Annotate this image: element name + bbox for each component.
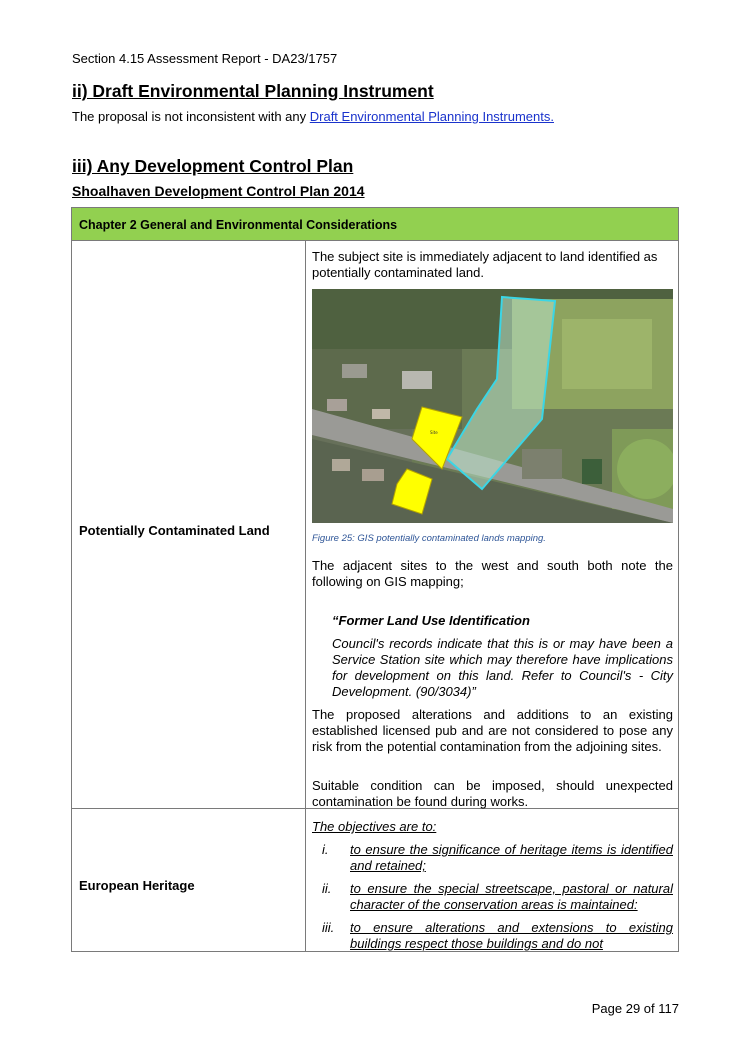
row-label-european-heritage: European Heritage bbox=[79, 878, 195, 893]
objective-text: to ensure the significance of heritage items is identified and retained; bbox=[350, 842, 673, 873]
draft-epi-paragraph bbox=[72, 109, 554, 124]
objectives-title: The objectives are to: bbox=[312, 819, 437, 834]
gis-map-image bbox=[312, 289, 673, 523]
objective-number: iii. bbox=[322, 920, 335, 935]
dcp-table bbox=[71, 207, 679, 952]
contaminated-paragraph-2: The proposed alterations and additions to an existing established licensed pub and are not considered to pose any risk from the potential contamination from the adjoining sites. bbox=[312, 707, 673, 754]
draft-epi-text: The proposal is not inconsistent with any bbox=[72, 109, 310, 124]
draft-epi-link[interactable]: Draft Environmental Planning Instruments. bbox=[309, 109, 554, 124]
objective-number: i. bbox=[322, 842, 329, 857]
objective-number: ii. bbox=[322, 881, 332, 896]
quote-heading: “Former Land Use Identification bbox=[332, 613, 530, 628]
contaminated-paragraph-3: Suitable condition can be imposed, should unexpected contamination be found during works. bbox=[312, 778, 673, 809]
quote-body: Council's records indicate that this is or may have been a Service Station site which may therefore have implications for development on this land. Refer to Council's - City Development. (90/3034)” bbox=[332, 636, 673, 699]
objective-text: to ensure alterations and extensions to existing buildings respect those buildings and do not bbox=[350, 920, 673, 951]
heading-dcp: iii) Any Development Control Plan bbox=[72, 156, 354, 176]
figure-caption: Figure 25: GIS potentially contaminated lands mapping. bbox=[312, 533, 546, 544]
objective-text: to ensure the special streetscape, pastoral or natural character of the conservation areas is maintained: bbox=[350, 881, 673, 912]
contaminated-intro: The subject site is immediately adjacent to land identified as potentially contaminated land. bbox=[312, 249, 658, 280]
column-divider bbox=[305, 241, 306, 952]
report-header: Section 4.15 Assessment Report - DA23/1757 bbox=[72, 51, 338, 66]
subheading-shoalhaven-dcp: Shoalhaven Development Control Plan 2014 bbox=[72, 183, 365, 199]
svg-text:Site: Site bbox=[430, 430, 438, 435]
table-header-row bbox=[72, 208, 678, 241]
page-number: Page 29 of 117 bbox=[591, 1001, 679, 1016]
contaminated-paragraph-1: The adjacent sites to the west and south both note the following on GIS mapping; bbox=[312, 558, 673, 589]
row-label-contaminated-land: Potentially Contaminated Land bbox=[79, 523, 270, 538]
heading-draft-epi: ii) Draft Environmental Planning Instrument bbox=[72, 81, 434, 101]
table-header-text: Chapter 2 General and Environmental Considerations bbox=[79, 218, 398, 232]
